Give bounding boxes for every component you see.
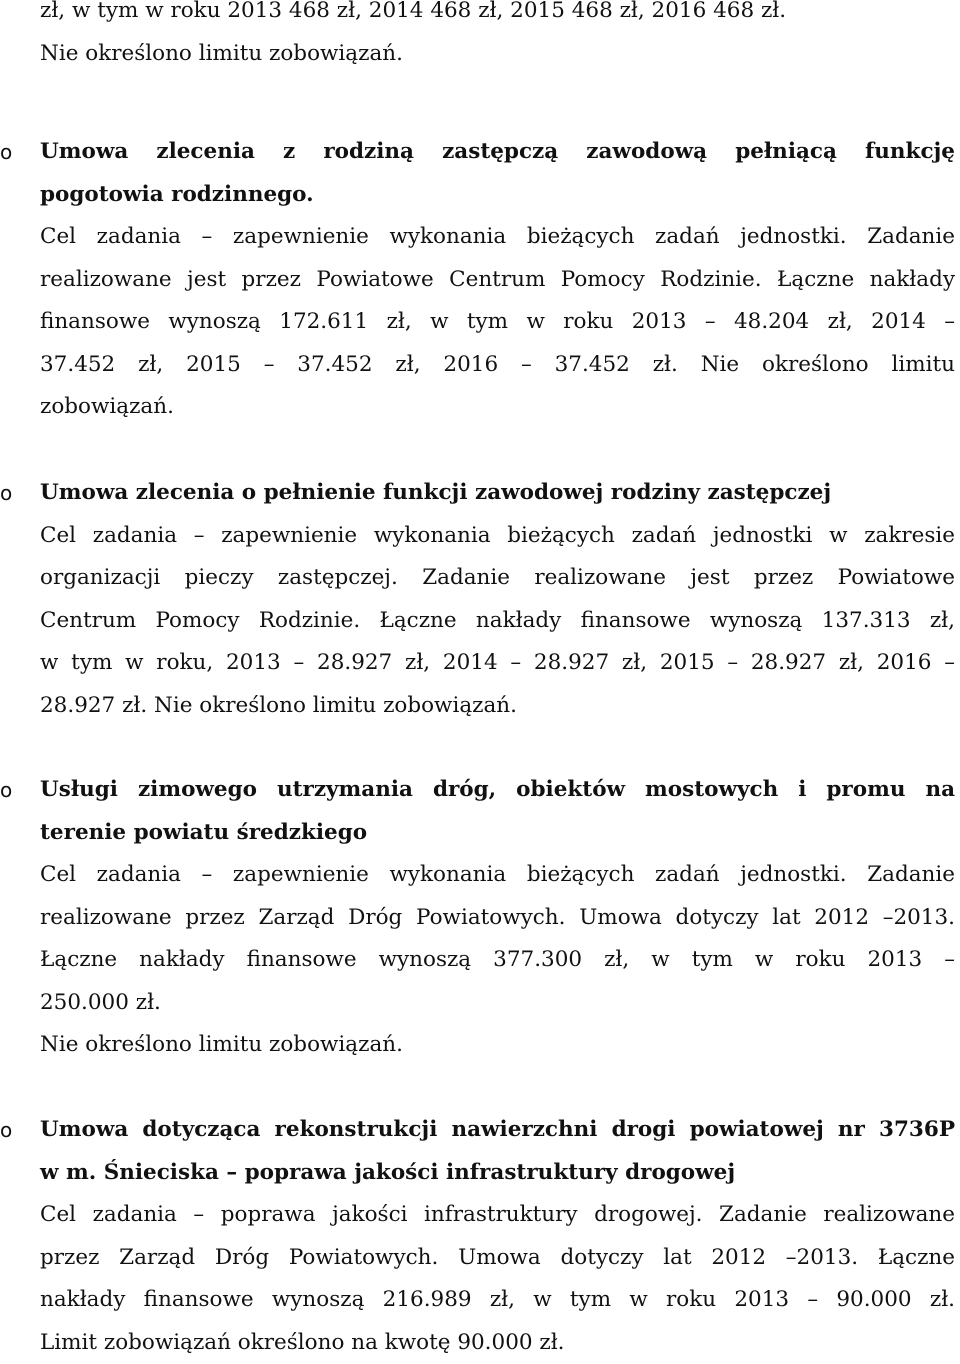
section-body-line: organizacji pieczy zastępczej. Zadanie realizowane jest przez Powiatowe — [40, 557, 955, 600]
section-body-line: Cel zadania – zapewnienie wykonania bieżących zadań jednostki. Zadanie — [40, 854, 955, 897]
section-body-line: nakłady finansowe wynoszą 216.989 zł, w tym w roku 2013 – 90.000 zł. — [40, 1279, 955, 1322]
section-body-line: przez Zarząd Dróg Powiatowych. Umowa dotyczy lat 2012 –2013. Łączne — [40, 1237, 955, 1280]
section-body-line: Limit zobowiązań określono na kwotę 90.000 zł. — [40, 1322, 955, 1364]
intro-line-2: Nie określono limitu zobowiązań. — [40, 33, 955, 76]
section-body-line: Centrum Pomocy Rodzinie. Łączne nakłady finansowe wynoszą 137.313 zł, — [40, 600, 955, 643]
section-body-line: realizowane przez Zarząd Dróg Powiatowych. Umowa dotyczy lat 2012 –2013. — [40, 897, 955, 940]
section-heading-line: pogotowia rodzinnego. — [40, 174, 955, 217]
section-text — [40, 472, 955, 727]
section-body-line: Cel zadania – zapewnienie wykonania bieżących zadań jednostki w zakresie — [40, 515, 955, 558]
intro-paragraph — [40, 0, 955, 75]
section-body-line: zobowiązań. — [40, 386, 955, 429]
section-heading-line: terenie powiatu średzkiego — [40, 812, 955, 855]
section-heading-line: Umowa zlecenia o pełnienie funkcji zawodowej rodziny zastępczej — [40, 472, 955, 515]
bullet-marker: o — [0, 131, 24, 174]
section-heading-line: Umowa dotycząca rekonstrukcji nawierzchni drogi powiatowej nr 3736P — [40, 1109, 955, 1152]
section-text — [40, 769, 955, 1067]
section-heading-line: w m. Śnieciska – poprawa jakości infrastruktury drogowej — [40, 1152, 955, 1195]
section-body-line: 28.927 zł. Nie określono limitu zobowiązań. — [40, 685, 955, 728]
intro-line-1: zł, w tym w roku 2013 468 zł, 2014 468 zł, 2015 468 zł, 2016 468 zł. — [40, 0, 955, 33]
section-body-line: 250.000 zł. — [40, 982, 955, 1025]
bullet-marker: o — [0, 472, 24, 515]
section-body-line: Nie określono limitu zobowiązań. — [40, 1024, 955, 1067]
section-body-line: Cel zadania – zapewnienie wykonania bieżących zadań jednostki. Zadanie — [40, 216, 955, 259]
section-body-line: finansowe wynoszą 172.611 zł, w tym w roku 2013 – 48.204 zł, 2014 – — [40, 301, 955, 344]
section-body-line: Cel zadania – poprawa jakości infrastruktury drogowej. Zadanie realizowane — [40, 1194, 955, 1237]
section-body-line: w tym w roku, 2013 – 28.927 zł, 2014 – 28.927 zł, 2015 – 28.927 zł, 2016 – — [40, 642, 955, 685]
section-body-line: realizowane jest przez Powiatowe Centrum Pomocy Rodzinie. Łączne nakłady — [40, 259, 955, 302]
bullet-marker: o — [0, 769, 24, 812]
bullet-marker: o — [0, 1109, 24, 1152]
section-text — [40, 131, 955, 429]
section-body-line: Łączne nakłady finansowe wynoszą 377.300 zł, w tym w roku 2013 – — [40, 939, 955, 982]
section-heading-line: Umowa zlecenia z rodziną zastępczą zawodową pełniącą funkcję — [40, 131, 955, 174]
section-text — [40, 1109, 955, 1364]
section-heading-line: Usługi zimowego utrzymania dróg, obiektów mostowych i promu na — [40, 769, 955, 812]
section-body-line: 37.452 zł, 2015 – 37.452 zł, 2016 – 37.452 zł. Nie określono limitu — [40, 344, 955, 387]
